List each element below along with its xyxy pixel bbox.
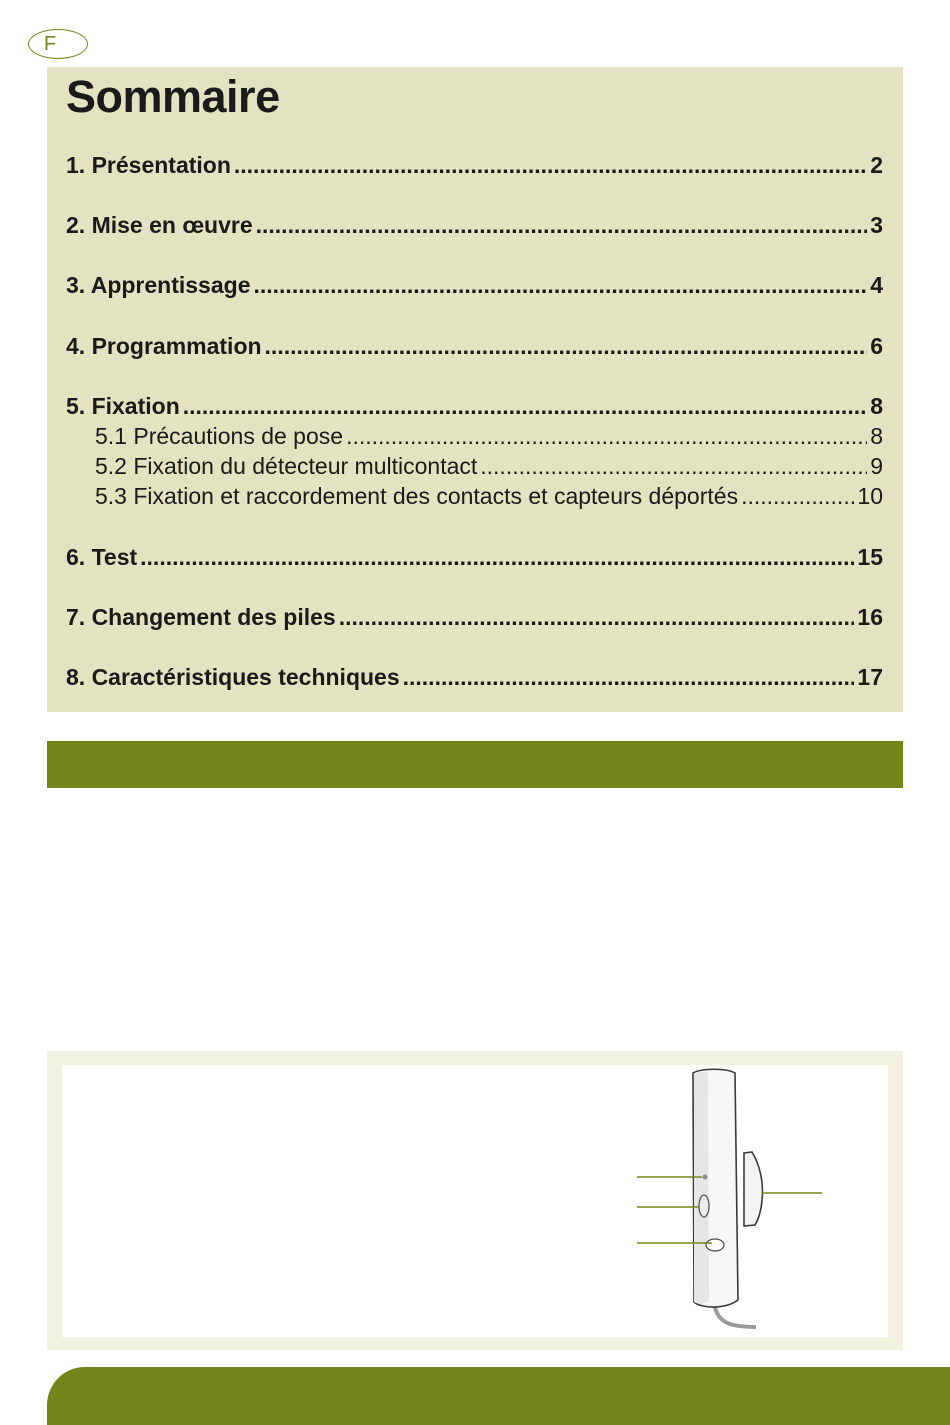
toc-entry-label: 5. Fixation [66,393,180,419]
toc-entry[interactable] [66,272,883,302]
toc-entry-page: 15 [857,544,883,570]
toc-entry-label: 1. Présentation [66,152,231,178]
toc-leader-dots [253,272,867,299]
detector-opening [706,1239,724,1251]
toc-leader-dots [741,483,854,510]
footer-band [47,1367,950,1425]
toc-entry-label: 2. Mise en œuvre [66,212,253,238]
toc-leader-dots [480,453,867,480]
toc-entry[interactable] [66,604,883,634]
toc-entry-page: 17 [857,664,883,690]
toc-subentry[interactable] [95,483,883,513]
toc-leader-dots [256,212,868,239]
toc-leader-dots [346,423,867,450]
toc-entry[interactable] [66,152,883,182]
toc-leader-dots [183,393,867,420]
toc-entry-page: 4 [870,272,883,298]
toc-entry-label: 7. Changement des piles [66,604,336,630]
toc-entry-label: 5.3 Fixation et raccordement des contacts et capteurs déportés [95,483,739,509]
toc-entry-page: 16 [857,604,883,630]
toc-entry-page: 8 [870,393,883,419]
toc-entry[interactable] [66,544,883,574]
toc-leader-dots [234,152,867,179]
toc-subentry[interactable] [95,453,883,483]
illustration-frame [47,1051,903,1350]
toc-entry-label: 5.1 Précautions de pose [95,423,344,449]
toc-leader-dots [403,664,855,691]
toc-entry-label: 5.2 Fixation du détecteur multicontact [95,453,478,479]
toc-entry[interactable] [66,664,883,694]
toc-subentry[interactable] [95,423,883,453]
toc-entry-page: 8 [870,423,883,449]
toc-entry-page: 10 [857,483,883,509]
toc-entry-label: 3. Apprentissage [66,272,251,298]
toc-leader-dots [339,604,855,631]
detector-button [699,1195,709,1217]
toc-entry-page: 6 [870,333,883,359]
table-of-contents [47,67,903,712]
language-badge-label: F [43,32,57,55]
toc-entry-label: 4. Programmation [66,333,262,359]
toc-entry[interactable] [66,393,883,423]
toc-entry-page: 3 [870,212,883,238]
section-header-band [47,741,903,788]
toc-entry-label: 8. Caractéristiques techniques [66,664,400,690]
toc-entry-page: 9 [870,453,883,479]
language-badge [28,29,88,59]
detector-body-shadow [694,1072,709,1304]
toc-entry-label: 6. Test [66,544,138,570]
illustration-panel [62,1065,888,1337]
toc-entry-page: 2 [870,152,883,178]
toc-title: Sommaire [66,71,280,122]
toc-entry[interactable] [66,212,883,242]
detector-icon [62,1065,888,1337]
toc-leader-dots [140,544,854,571]
magnet-part [744,1152,763,1226]
toc-entry[interactable] [66,333,883,363]
led-indicator [703,1175,708,1180]
toc-leader-dots [265,333,868,360]
